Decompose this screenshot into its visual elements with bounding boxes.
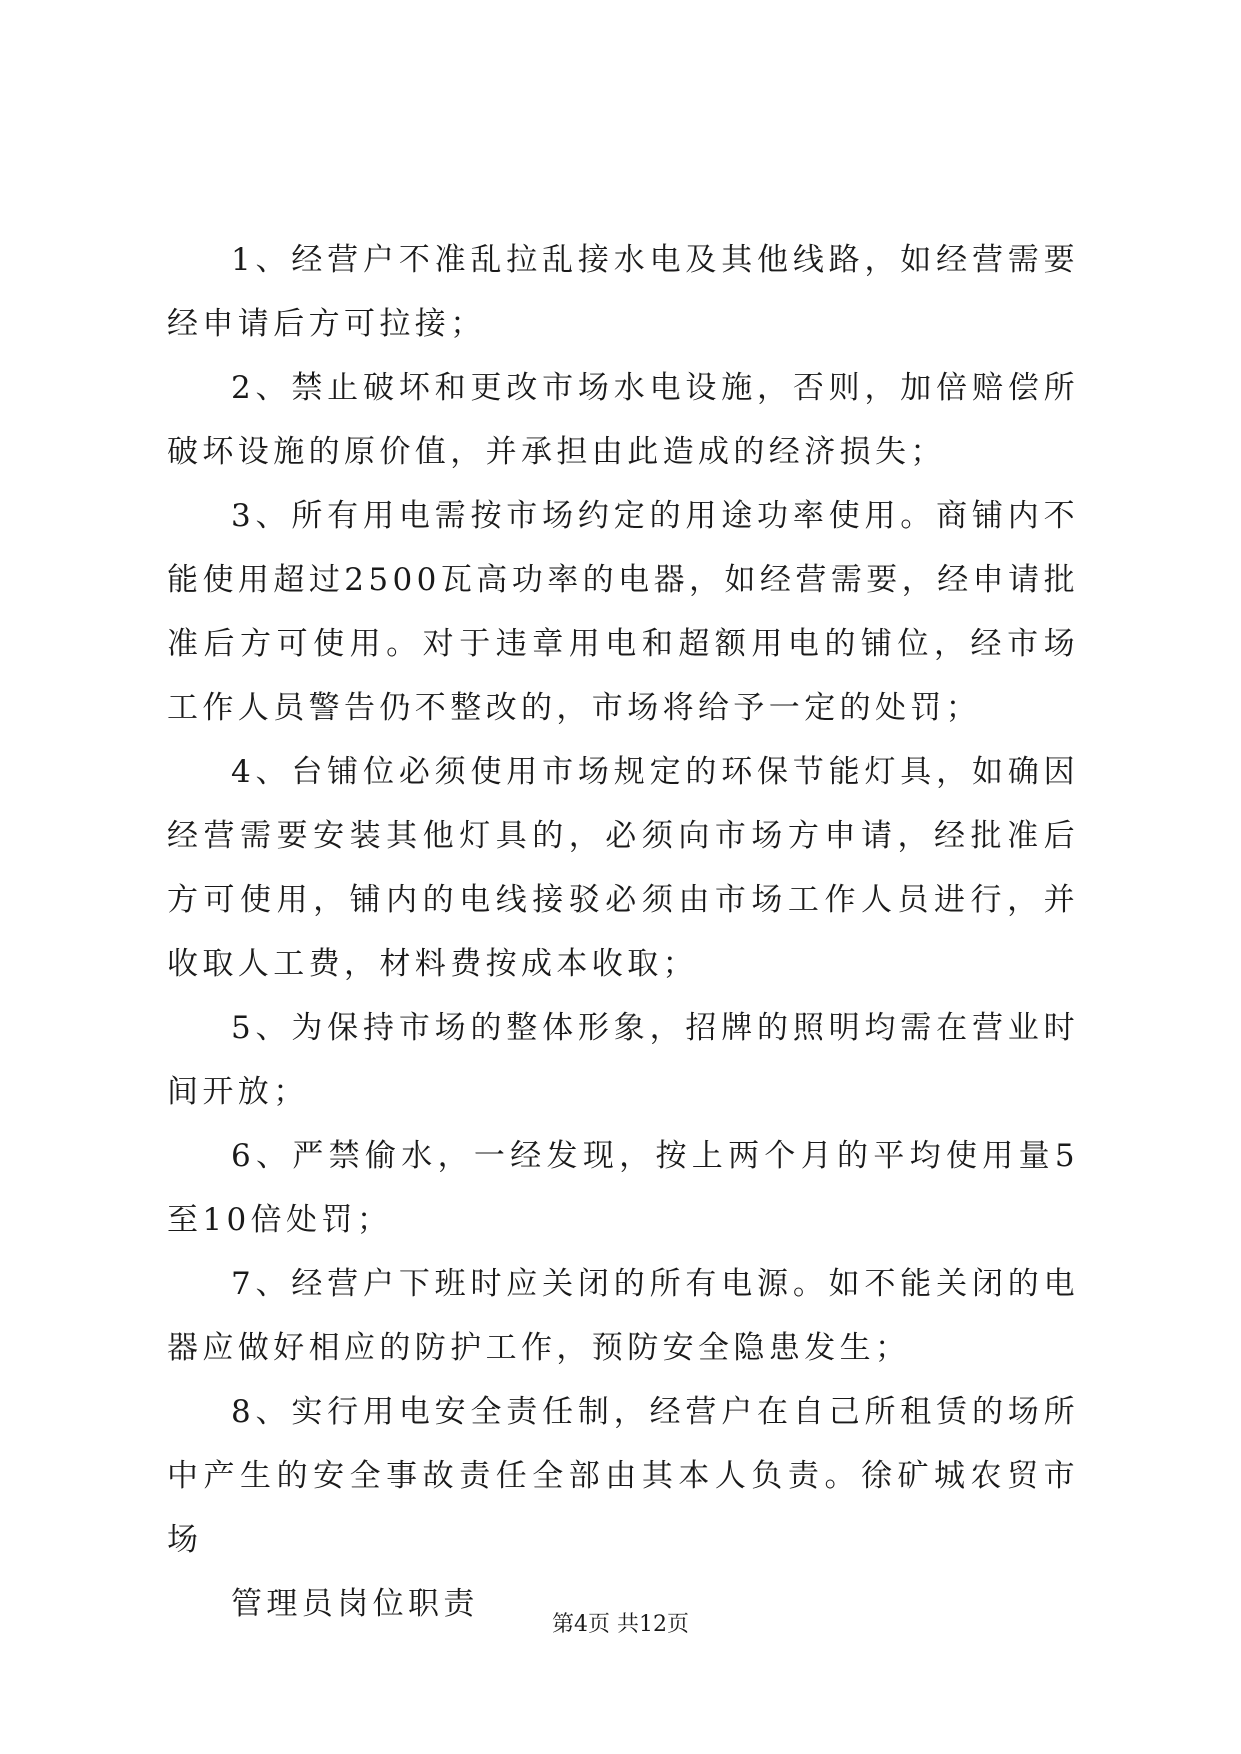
paragraph-3: 3、所有用电需按市场约定的用途功率使用。商铺内不能使用超过2500瓦高功率的电器，如经营需要，经申请批准后方可使用。对于违章用电和超额用电的铺位，经市场工作人员警告仍不整改的，市场将给予一定的处罚；: [167, 498, 1079, 726]
paragraph-5: 5、为保持市场的整体形象，招牌的照明均需在营业时间开放；: [167, 1010, 1079, 1110]
document-body: [167, 228, 1079, 1636]
paragraph-7: 7、经营户下班时应关闭的所有电源。如不能关闭的电器应做好相应的防护工作，预防安全隐患发生；: [167, 1266, 1079, 1366]
paragraph-8: 8、实行用电安全责任制，经营户在自己所租赁的场所中产生的安全事故责任全部由其本人负责。徐矿城农贸市场: [167, 1394, 1079, 1558]
section-heading: 管理员岗位职责: [231, 1586, 479, 1622]
paragraph-6: 6、严禁偷水，一经发现，按上两个月的平均使用量5至10倍处罚；: [167, 1138, 1079, 1238]
paragraph-2: 2、禁止破坏和更改市场水电设施，否则，加倍赔偿所破坏设施的原价值，并承担由此造成的经济损失；: [167, 370, 1079, 470]
paragraph-4: 4、台铺位必须使用市场规定的环保节能灯具，如确因经营需要安装其他灯具的，必须向市场方申请，经批准后方可使用，铺内的电线接驳必须由市场工作人员进行，并收取人工费，材料费按成本收取；: [167, 754, 1079, 982]
paragraph-1: 1、经营户不准乱拉乱接水电及其他线路，如经营需要经申请后方可拉接；: [167, 242, 1079, 342]
page-number-footer: 第4页 共12页: [552, 1612, 689, 1637]
